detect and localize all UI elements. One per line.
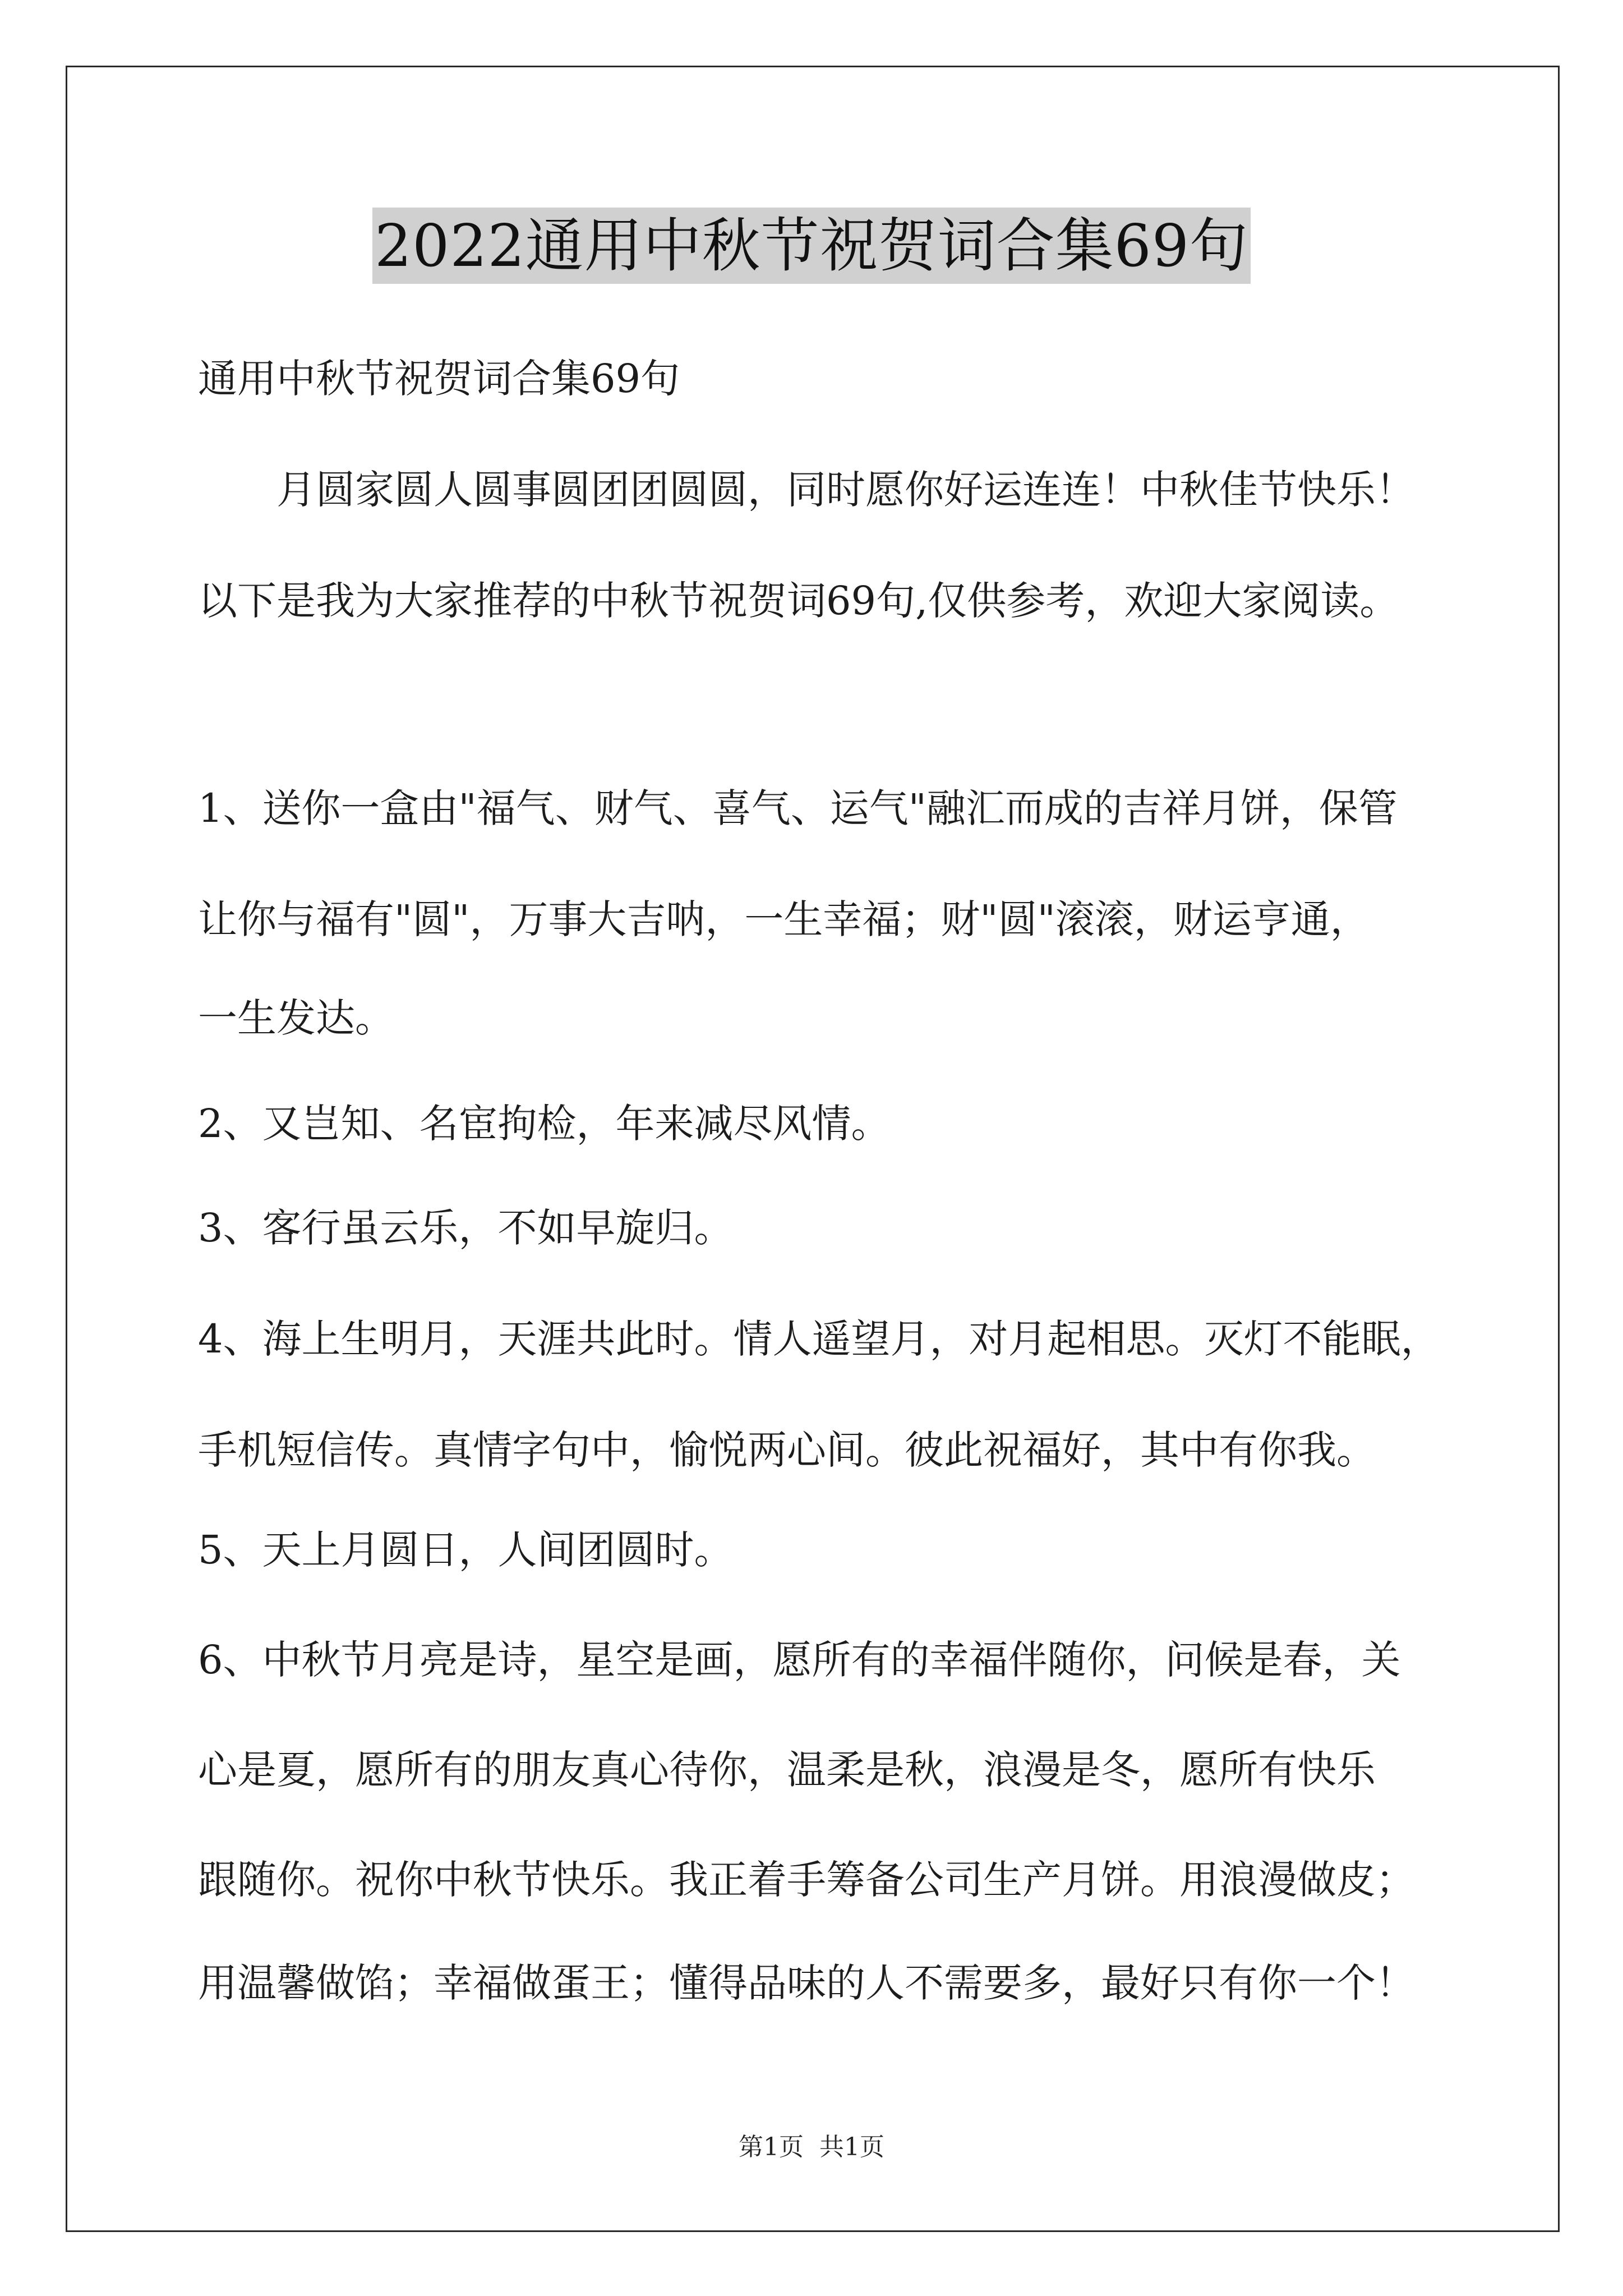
body-line-2: 以下是我为大家推荐的中秋节祝贺词69句,仅供参考，欢迎大家阅读。	[198, 578, 1399, 624]
body-line-3: 1、送你一盒由"福气、财气、喜气、运气"融汇而成的吉祥月饼，保管	[198, 785, 1398, 831]
body-line-8: 4、海上生明月，天涯共此时。情人遥望月，对月起相思。灭灯不能眠，	[198, 1316, 1440, 1362]
body-line-12: 心是夏，愿所有的朋友真心待你，温柔是秋，浪漫是冬，愿所有快乐	[198, 1747, 1376, 1793]
total-pages-label: 共1页	[819, 2133, 884, 2161]
body-line-11: 6、中秋节月亮是诗，星空是画，愿所有的幸福伴随你，问候是春，关	[198, 1637, 1401, 1683]
page-footer	[0, 2132, 1623, 2163]
body-line-6: 2、又岂知、名宦拘检，年来减尽风情。	[198, 1101, 891, 1147]
body-line-1: 月圆家圆人圆事圆团团圆圆，同时愿你好运连连！中秋佳节快乐！	[198, 467, 1415, 513]
current-page-label: 第1页	[739, 2133, 804, 2161]
document-title: 2022通用中秋节祝贺词合集69句	[372, 208, 1251, 284]
title-container	[0, 208, 1623, 284]
body-line-5: 一生发达。	[198, 995, 394, 1041]
body-line-9: 手机短信传。真情字句中，愉悦两心间。彼此祝福好，其中有你我。	[198, 1427, 1376, 1473]
body-line-7: 3、客行虽云乐，不如早旋归。	[198, 1205, 734, 1251]
body-line-13: 跟随你。祝你中秋节快乐。我正着手筹备公司生产月饼。用浪漫做皮；	[198, 1857, 1415, 1903]
body-line-4: 让你与福有"圆"，万事大吉呐，一生幸福；财"圆"滚滚，财运亨通，	[198, 896, 1370, 942]
document-subtitle: 通用中秋节祝贺词合集69句	[198, 356, 680, 402]
body-line-10: 5、天上月圆日，人间团圆时。	[198, 1527, 734, 1573]
body-line-14: 用温馨做馅；幸福做蛋王；懂得品味的人不需要多，最好只有你一个！	[198, 1960, 1415, 2006]
